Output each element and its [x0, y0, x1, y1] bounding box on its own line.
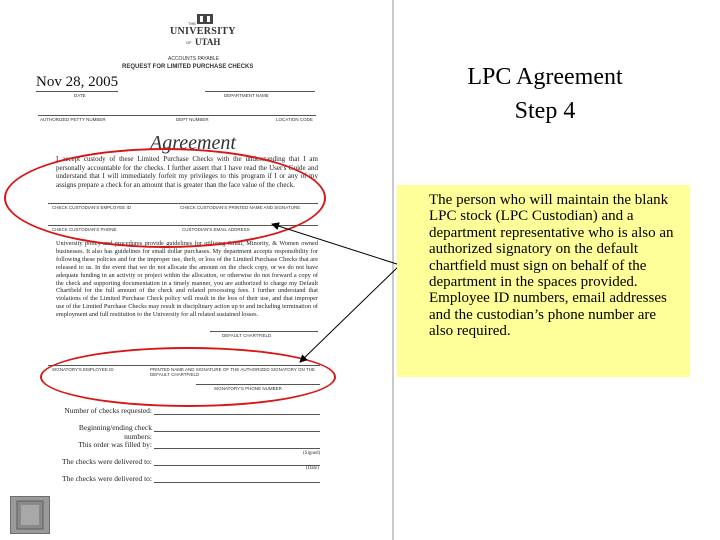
- location-label: LOCATION CODE: [276, 117, 313, 122]
- dept-number-label: DEPT NUMBER: [176, 117, 209, 122]
- logo-sub: UTAH: [195, 37, 221, 47]
- custodian-phone-label: CHECK CUSTODIAN'S PHONE: [52, 227, 117, 232]
- slide-title-line1: LPC Agreement: [467, 64, 623, 90]
- custodian-id-label: CHECK CUSTODIAN'S EMPLOYEE ID: [52, 205, 132, 210]
- form-title: REQUEST FOR LIMITED PURCHASE CHECKS: [122, 64, 254, 70]
- logo-text: UNIVERSITY: [170, 26, 236, 37]
- logo-the: THE: [188, 21, 196, 26]
- slide-title-line2: Step 4: [514, 98, 576, 124]
- date-short-label: (Date): [306, 466, 319, 471]
- signatory-id-label: SIGNATORY'S EMPLOYEE ID: [52, 367, 114, 372]
- custodian-email-label: CUSTODIAN'S EMAIL ADDRESS: [182, 227, 250, 232]
- signatory-phone-label: SIGNATORY'S PHONE NUMBER: [214, 386, 282, 391]
- dept-heading: ACCOUNTS PAYABLE: [168, 56, 220, 62]
- slide-title: [400, 60, 690, 128]
- agreement-paragraph: I accept custody of these Limited Purchase Checks with the understanding that I am personally accountable for the checks. I further assert that I have read the User's Guide and understand that I will immediately forfeit my privileges to this program if I or any of my assigns prepare a check for an amount that is greater than the face value of the check.: [56, 155, 318, 189]
- signed-label: (Signed): [303, 451, 321, 456]
- field-checks-requested: Number of checks requested:: [64, 406, 152, 415]
- field-delivered-to-2: The checks were delivered to:: [62, 474, 152, 483]
- explanation-box: [397, 185, 690, 377]
- field-filled-by: This order was filled by:: [78, 440, 152, 449]
- explanation-text: The person who will maintain the blank LPC stock (LPC Custodian) and a department representative who is also an authorized signatory on the default chartfield must sign on behalf of the department in the spaces provided. Employee ID numbers, email addresses and the custodian’s phone number are also required.: [429, 192, 674, 340]
- authorized-label: AUTHORIZED PETTY NUMBER: [40, 117, 106, 122]
- field-delivered-to: The checks were delivered to:: [62, 457, 152, 466]
- dept-name-label: DEPARTMENT NAME: [224, 93, 269, 98]
- date-label: DATE: [74, 93, 86, 98]
- logo-of: OF: [186, 40, 192, 45]
- arrow-to-signatory: [300, 265, 400, 362]
- default-chartfield-label: DEFAULT CHARTFIELD: [222, 333, 272, 338]
- agreement-heading: Agreement: [150, 132, 236, 154]
- custodian-name-label: CHECK CUSTODIAN'S PRINTED NAME AND SIGNATURE: [180, 205, 301, 210]
- form-date: Nov 28, 2005: [36, 74, 119, 90]
- arrow-to-custodian: [272, 224, 400, 265]
- signatory-name-label: PRINTED NAME AND SIGNATURE OF THE AUTHORIZED SIGNATORY ON THE DEFAULT CHARTFIELD: [150, 367, 315, 377]
- policy-paragraph: University policy and procedures provide guidelines for utilizing Small, Minority, & Women owned businesses. It also has guidelines for small dollar purchases. My department accepts responsibility for following these policies and for the improper use, theft, or loss of the Limited Purchase Checks that are released to us. In the event that we do not allocate the amount on the check copy, or we do not have adequate funding in an activity or project within the allocation, or otherwise do not forward a copy of the check and supporting documentation in a timely manner, you are authorized to charge my Default Chartfield for the full amount of the check and related processing fees. I further understand that violations of the Limited Purchase Check policy will result in the loss of their use, and that improper use of the Limited Purchase Checks may result in disciplinary action up to and including termination of employment and full restitution to the University for all related sustained losses.: [56, 240, 318, 319]
- field-check-numbers: Beginning/ending check numbers:: [78, 423, 152, 441]
